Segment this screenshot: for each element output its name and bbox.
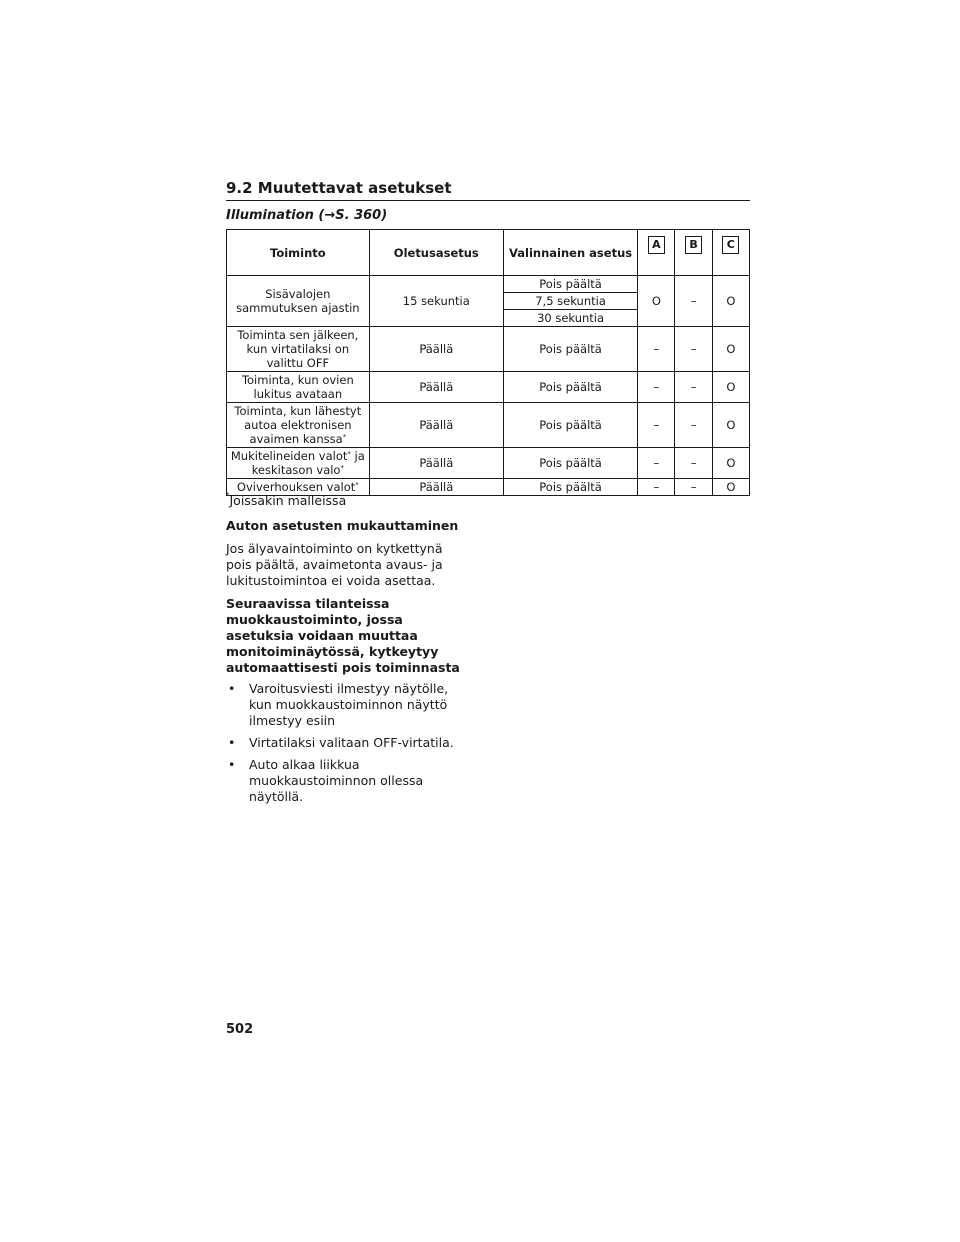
cell-a: O [638,276,675,327]
cell-function-text: Oviverhouksen valot [236,480,356,494]
cell-function: Sisävalojen sammutuksen ajastin [227,276,370,327]
cell-c: O [712,479,749,496]
bullet-dot: • [228,757,236,772]
cell-function: Toiminta, kun ovien lukitus avataan [227,372,370,403]
cell-c: O [712,448,749,479]
list-item [226,681,466,729]
asterisk: * [347,450,351,458]
header-option: Valinnainen asetus [503,230,637,276]
bullet-list [226,681,466,811]
cell-c: O [712,403,749,448]
cell-c: O [712,276,749,327]
table-header-row [227,230,750,276]
asterisk: * [355,481,359,489]
cell-function: Toiminta sen jälkeen, kun virtatilaksi on valittu OFF [227,327,370,372]
settings-table [226,229,750,496]
cell-b: – [675,372,712,403]
cell-default: Päällä [369,327,503,372]
table-row [227,372,750,403]
asterisk: * [226,491,230,499]
cell-b: – [675,327,712,372]
list-item-text: Varoitusviesti ilmestyy näytölle, kun muokkaustoiminnon näyttö ilmestyy esiin [249,681,449,728]
cell-function-text: Mukitelineiden valot [230,449,348,463]
list-item-text: Auto alkaa liikkua muokkaustoiminnon ollessa näytöllä. [249,757,424,804]
cell-option: Pois päältä [503,372,637,403]
cell-option: Pois päältä [503,403,637,448]
cell-function-text: ja keskitason valo [251,449,365,477]
cell-option: Pois päältä [503,448,637,479]
cell-c: O [712,372,749,403]
header-b [675,230,712,276]
cell-c: O [712,327,749,372]
list-item-text: Virtatilaksi valitaan OFF-virtatila. [249,735,454,750]
cell-function [227,448,370,479]
cell-function [227,403,370,448]
table-row [227,276,750,293]
section-title: 9.2 Muutettavat asetukset [226,179,452,197]
header-default: Oletusasetus [369,230,503,276]
cell-b: – [675,276,712,327]
cell-a: – [638,403,675,448]
badge-c: C [722,236,739,254]
cell-b: – [675,403,712,448]
cell-default: Päällä [369,403,503,448]
list-item [226,757,466,805]
bullet-dot: • [228,735,236,750]
badge-a: A [648,236,665,254]
cell-a: – [638,448,675,479]
cell-a: – [638,372,675,403]
header-c [712,230,749,276]
badge-b: B [685,236,702,254]
cell-option: Pois päältä [503,276,637,293]
page-number: 502 [226,1022,254,1037]
asterisk: * [340,464,344,472]
section-header [226,178,750,201]
header-a [638,230,675,276]
table-row [227,327,750,372]
table-row [227,403,750,448]
cell-option: 7,5 sekuntia [503,293,637,310]
cell-a: – [638,479,675,496]
cell-b: – [675,479,712,496]
bullet-dot: • [228,681,236,696]
cell-default: 15 sekuntia [369,276,503,327]
cell-function-text: Toiminta, kun lähestyt autoa elektronisen avaimen kanssa [234,404,362,446]
cell-a: – [638,327,675,372]
cell-default: Päällä [369,448,503,479]
heading-customize: Auton asetusten mukauttaminen [226,518,459,533]
table-row [227,448,750,479]
cell-default: Päällä [369,372,503,403]
header-function: Toiminto [227,230,370,276]
footnote [226,493,346,508]
asterisk: * [342,433,347,441]
table-subtitle: Illumination (→S. 360) [226,208,388,223]
footnote-text: Joissakin malleissa [229,493,347,508]
heading-auto-disable: Seuraavissa tilanteissa muokkaustoiminto, jossa asetuksia voidaan muuttaa monitoiminäytössä, kytkeytyy automaattisesti pois toiminnasta [226,596,460,675]
cell-option: Pois päältä [503,479,637,496]
paragraph-smart-key: Jos älyavaintoiminto on kytkettynä pois päältä, avaimetonta avaus- ja lukitustoimintoa ei voida asettaa. [226,541,443,588]
cell-default: Päällä [369,479,503,496]
cell-option: 30 sekuntia [503,310,637,327]
list-item [226,735,466,751]
cell-b: – [675,448,712,479]
cell-option: Pois päältä [503,327,637,372]
